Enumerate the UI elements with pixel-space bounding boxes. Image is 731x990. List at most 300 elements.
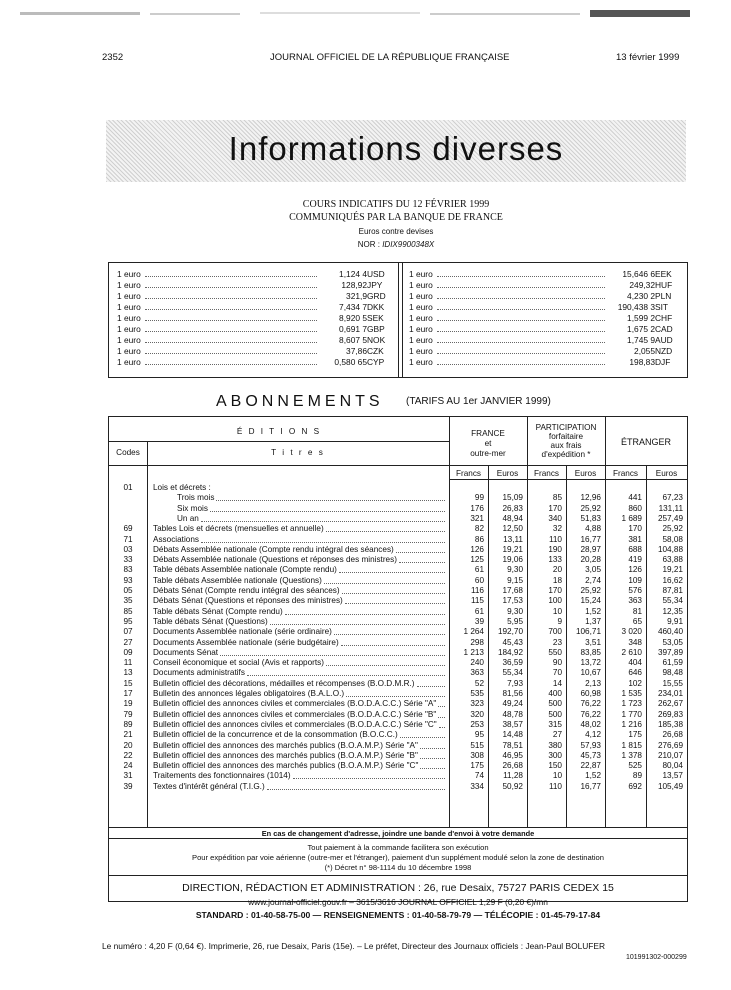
rate-value: 1,675 2 bbox=[627, 324, 655, 334]
price-cell: 20 bbox=[552, 565, 562, 575]
rate-unit: 1 euro bbox=[409, 335, 433, 345]
price-cell: 48,94 bbox=[502, 513, 523, 523]
row-code: 21 bbox=[123, 730, 133, 740]
row-code: 19 bbox=[123, 699, 133, 709]
currency-code: DKK bbox=[367, 302, 385, 312]
price-cell: 109 bbox=[628, 575, 642, 585]
price-cell: 381 bbox=[628, 534, 642, 544]
table-row bbox=[109, 493, 687, 503]
journal-title: JOURNAL OFFICIEL DE LA RÉPUBLIQUE FRANÇAISE bbox=[270, 52, 510, 63]
nor-value: IDIX9900348X bbox=[382, 240, 435, 249]
price-cell: 125 bbox=[470, 555, 484, 565]
price-cell: 9,91 bbox=[667, 616, 683, 626]
price-cell: 700 bbox=[548, 627, 562, 637]
row-code: 03 bbox=[123, 544, 133, 554]
rate-value: 8,607 5 bbox=[339, 335, 367, 345]
price-cell: 67,23 bbox=[662, 493, 683, 503]
price-cell: 61,59 bbox=[662, 658, 683, 668]
price-cell: 175 bbox=[470, 761, 484, 771]
rate-row bbox=[409, 302, 675, 313]
price-cell: 45,73 bbox=[580, 750, 601, 760]
table-row bbox=[109, 607, 687, 617]
leader-dots bbox=[145, 298, 317, 299]
price-cell: 83,85 bbox=[580, 647, 601, 657]
rate-value: 37,86 bbox=[346, 346, 367, 356]
table-row bbox=[109, 679, 687, 689]
table-row bbox=[109, 658, 687, 668]
price-cell: 4,12 bbox=[585, 730, 601, 740]
price-cell: 39 bbox=[474, 616, 484, 626]
table-row bbox=[109, 638, 687, 648]
price-cell: 105,49 bbox=[657, 781, 683, 791]
rate-value: 7,434 7 bbox=[339, 302, 367, 312]
price-cell: 13,72 bbox=[580, 658, 601, 668]
footer-imprint: Le numéro : 4,20 F (0,64 €). Imprimerie, 26, rue Desaix, Paris (15e). – Le préfet, Directeur des Journaux officiels : Jean-Paul BOLUFER bbox=[102, 941, 606, 951]
row-code: 09 bbox=[123, 647, 133, 657]
price-cell: 192,70 bbox=[497, 627, 523, 637]
rate-row bbox=[117, 357, 387, 368]
currency-code: JPY bbox=[367, 280, 383, 290]
table-row bbox=[109, 483, 687, 493]
price-cell: 348 bbox=[628, 637, 642, 647]
price-cell: 48,78 bbox=[502, 709, 523, 719]
table-row bbox=[109, 771, 687, 781]
price-cell: 110 bbox=[548, 781, 562, 791]
price-cell: 525 bbox=[628, 761, 642, 771]
section-title: Informations diverses bbox=[228, 130, 564, 167]
leader-dots bbox=[201, 542, 445, 543]
participation-header: PARTICIPATION forfaitaire aux frais d'expédition * bbox=[535, 423, 597, 459]
price-cell: 53,05 bbox=[662, 637, 683, 647]
row-code: 07 bbox=[123, 627, 133, 637]
rate-row bbox=[117, 291, 387, 302]
row-title: Associations bbox=[153, 534, 199, 544]
rate-value: 0,580 65 bbox=[334, 357, 367, 367]
row-title: Tables Lois et décrets (mensuelles et annuelle) bbox=[153, 524, 324, 534]
price-cell: 14,48 bbox=[502, 730, 523, 740]
price-cell: 13,57 bbox=[662, 771, 683, 781]
leader-dots bbox=[145, 353, 317, 354]
rate-value: 1,745 9 bbox=[627, 335, 655, 345]
cours-line1: COURS INDICATIFS DU 12 FÉVRIER 1999 bbox=[302, 199, 490, 210]
price-cell: 397,89 bbox=[657, 647, 683, 657]
leader-dots bbox=[439, 727, 445, 728]
leader-dots bbox=[420, 748, 445, 749]
leader-dots bbox=[326, 665, 445, 666]
price-cell: 400 bbox=[548, 689, 562, 698]
price-cell: 11,28 bbox=[503, 771, 523, 781]
row-title: Bulletin officiel des annonces civiles et commerciales (B.O.D.A.C.C.) Série "B" bbox=[153, 709, 437, 719]
rate-value: 198,83 bbox=[629, 357, 655, 367]
row-code: 22 bbox=[123, 750, 133, 760]
price-cell: 89 bbox=[632, 771, 642, 781]
price-cell: 441 bbox=[628, 493, 642, 503]
leader-dots bbox=[267, 789, 445, 790]
rate-row bbox=[117, 269, 387, 280]
price-cell: 14 bbox=[552, 678, 562, 688]
leader-dots bbox=[400, 737, 445, 738]
price-cell: 334 bbox=[470, 781, 484, 791]
price-cell: 170 bbox=[548, 586, 562, 595]
price-cell: 170 bbox=[628, 524, 642, 534]
price-cell: 210,07 bbox=[657, 750, 683, 760]
row-title: Trois mois bbox=[177, 493, 215, 503]
rate-unit: 1 euro bbox=[117, 335, 141, 345]
price-cell: 20,28 bbox=[580, 555, 601, 565]
currency-code: DJF bbox=[655, 357, 671, 367]
price-cell: 380 bbox=[548, 740, 562, 750]
row-title: Traitements des fonctionnaires (1014) bbox=[153, 771, 291, 781]
euros-header: Euros bbox=[496, 469, 519, 478]
price-cell: 3 020 bbox=[621, 627, 642, 637]
table-row bbox=[109, 782, 687, 792]
price-cell: 9,30 bbox=[507, 565, 523, 575]
price-cell: 102 bbox=[628, 678, 642, 688]
row-code: 17 bbox=[123, 689, 133, 698]
row-code: 95 bbox=[123, 616, 133, 626]
price-cell: 1 378 bbox=[621, 750, 642, 760]
row-code: 89 bbox=[123, 719, 133, 729]
price-cell: 860 bbox=[628, 503, 642, 513]
codes-header: Codes bbox=[116, 448, 140, 457]
leader-dots bbox=[437, 320, 605, 321]
table-row bbox=[109, 741, 687, 751]
price-cell: 10 bbox=[552, 771, 562, 781]
price-cell: 175 bbox=[628, 730, 642, 740]
price-cell: 1 689 bbox=[621, 513, 642, 523]
row-title: Bulletin officiel des annonces des marchés publics (B.O.A.M.P.) Série "A" bbox=[153, 740, 418, 750]
row-title: Lois et décrets : bbox=[153, 483, 211, 492]
price-cell: 18 bbox=[552, 575, 562, 585]
row-code: 24 bbox=[123, 761, 133, 771]
price-cell: 13,11 bbox=[503, 534, 523, 544]
leader-dots bbox=[345, 603, 445, 604]
leader-dots bbox=[145, 331, 317, 332]
euros-header: Euros bbox=[655, 469, 678, 478]
rate-value: 128,92 bbox=[341, 280, 367, 290]
leader-dots bbox=[399, 562, 445, 563]
price-cell: 10 bbox=[552, 606, 562, 616]
price-cell: 16,77 bbox=[580, 534, 601, 544]
editions-header: É D I T I O N S bbox=[236, 427, 322, 436]
price-cell: 100 bbox=[548, 596, 562, 606]
price-cell: 38,57 bbox=[502, 719, 523, 729]
price-cell: 15,09 bbox=[502, 493, 523, 503]
price-cell: 170 bbox=[548, 503, 562, 513]
price-cell: 276,69 bbox=[657, 740, 683, 750]
abonnements-subtitle: (TARIFS AU 1er JANVIER 1999) bbox=[406, 396, 551, 407]
price-cell: 16,62 bbox=[662, 575, 683, 585]
francs-header: Francs bbox=[612, 469, 639, 478]
row-title: Documents Assemblée nationale (série ordinaire) bbox=[153, 627, 332, 637]
currency-code: HUF bbox=[655, 280, 673, 290]
rates-right-column bbox=[409, 269, 675, 368]
exchange-rates-box bbox=[108, 262, 688, 378]
leader-dots bbox=[145, 309, 317, 310]
price-cell: 404 bbox=[628, 658, 642, 668]
price-cell: 321 bbox=[470, 513, 484, 523]
price-cell: 110 bbox=[548, 534, 562, 544]
price-cell: 646 bbox=[628, 668, 642, 678]
rate-row bbox=[409, 291, 675, 302]
row-title: Un an bbox=[177, 513, 199, 523]
price-cell: 55,34 bbox=[662, 596, 683, 606]
leader-dots bbox=[438, 706, 445, 707]
price-cell: 5,95 bbox=[507, 616, 523, 626]
price-cell: 25,92 bbox=[662, 524, 683, 534]
table-row bbox=[109, 668, 687, 678]
leader-dots bbox=[326, 531, 445, 532]
price-cell: 28,97 bbox=[580, 544, 601, 554]
rate-unit: 1 euro bbox=[409, 346, 433, 356]
rate-row bbox=[409, 269, 675, 280]
row-code: 85 bbox=[123, 606, 133, 616]
leader-dots bbox=[247, 675, 445, 676]
row-title: Documents Sénat bbox=[153, 647, 219, 657]
price-cell: 315 bbox=[548, 719, 562, 729]
price-cell: 82 bbox=[474, 524, 484, 534]
price-cell: 253 bbox=[470, 719, 484, 729]
decree-note: (*) Décret n° 98-1114 du 10 décembre 1998 bbox=[324, 863, 472, 872]
currency-code: CYP bbox=[367, 357, 385, 367]
price-cell: 1,52 bbox=[585, 771, 601, 781]
currency-code: NZD bbox=[655, 346, 673, 356]
table-row bbox=[109, 617, 687, 627]
table-row bbox=[109, 730, 687, 740]
price-cell: 300 bbox=[548, 750, 562, 760]
price-cell: 234,01 bbox=[657, 689, 683, 698]
price-cell: 26,68 bbox=[502, 761, 523, 771]
row-code: 35 bbox=[123, 596, 133, 606]
price-cell: 176 bbox=[470, 503, 484, 513]
price-cell: 60 bbox=[474, 575, 484, 585]
price-cell: 133 bbox=[548, 555, 562, 565]
price-cell: 51,83 bbox=[580, 513, 601, 523]
leader-dots bbox=[201, 521, 445, 522]
row-title: Documents administratifs bbox=[153, 668, 245, 678]
leader-dots bbox=[341, 645, 445, 646]
price-cell: 262,67 bbox=[657, 699, 683, 709]
contact-numbers: STANDARD : 01-40-58-75-00 — RENSEIGNEMENTS : 01-40-58-79-79 — TÉLÉCOPIE : 01-45-79-17-84 bbox=[195, 910, 601, 920]
price-cell: 576 bbox=[628, 586, 642, 595]
rate-row bbox=[409, 280, 675, 291]
leader-dots bbox=[339, 572, 445, 573]
footer-reference: 101991302-000299 bbox=[626, 954, 687, 961]
price-cell: 104,88 bbox=[657, 544, 683, 554]
leader-dots bbox=[145, 276, 317, 277]
table-row bbox=[109, 710, 687, 720]
rate-row bbox=[117, 346, 387, 357]
etranger-header: ÉTRANGER bbox=[620, 437, 671, 447]
price-cell: 9 bbox=[557, 616, 562, 626]
row-title: Débats Sénat (Questions et réponses des ministres) bbox=[153, 596, 343, 606]
rate-unit: 1 euro bbox=[409, 291, 433, 301]
table-row bbox=[109, 555, 687, 565]
price-cell: 515 bbox=[470, 740, 484, 750]
price-cell: 150 bbox=[548, 761, 562, 771]
price-cell: 1 216 bbox=[621, 719, 642, 729]
table-row bbox=[109, 535, 687, 545]
table-row bbox=[109, 565, 687, 575]
price-cell: 9,15 bbox=[507, 575, 523, 585]
price-cell: 1 213 bbox=[463, 647, 484, 657]
rate-unit: 1 euro bbox=[409, 324, 433, 334]
price-cell: 85 bbox=[552, 493, 562, 503]
price-cell: 87,81 bbox=[662, 586, 683, 595]
price-cell: 1 535 bbox=[621, 689, 642, 698]
leader-dots bbox=[346, 696, 445, 697]
price-cell: 12,50 bbox=[502, 524, 523, 534]
price-cell: 12,96 bbox=[580, 493, 601, 503]
price-cell: 48,02 bbox=[580, 719, 601, 729]
price-cell: 65 bbox=[632, 616, 642, 626]
leader-dots bbox=[293, 778, 445, 779]
table-row bbox=[109, 596, 687, 606]
row-code: 83 bbox=[123, 565, 133, 575]
price-cell: 363 bbox=[470, 668, 484, 678]
leader-dots bbox=[210, 511, 445, 512]
price-cell: 36,59 bbox=[502, 658, 523, 668]
row-title: Bulletin officiel des annonces civiles et commerciales (B.O.D.A.C.C.) Série "A" bbox=[153, 699, 437, 709]
rate-unit: 1 euro bbox=[409, 269, 433, 279]
row-title: Table débats Assemblée nationale (Questions) bbox=[153, 575, 322, 585]
price-cell: 131,11 bbox=[658, 503, 683, 513]
rate-value: 15,646 6 bbox=[622, 269, 655, 279]
price-cell: 3,05 bbox=[585, 565, 601, 575]
price-cell: 15,55 bbox=[662, 678, 683, 688]
price-cell: 19,21 bbox=[662, 565, 683, 575]
rate-row bbox=[409, 324, 675, 335]
section-banner bbox=[106, 120, 686, 182]
row-code: 05 bbox=[123, 586, 133, 595]
price-cell: 95 bbox=[474, 730, 484, 740]
row-title: Bulletin officiel des annonces civiles et commerciales (B.O.D.A.C.C.) Série "C" bbox=[153, 719, 437, 729]
leader-dots bbox=[145, 364, 317, 365]
price-cell: 78,51 bbox=[502, 740, 523, 750]
price-cell: 27 bbox=[552, 730, 562, 740]
rate-value: 8,920 5 bbox=[339, 313, 367, 323]
price-cell: 26,83 bbox=[502, 503, 523, 513]
air-shipping-note: Pour expédition par voie aérienne (outre-mer et l'étranger), paiement d'un supplément modulé selon la zone de destination bbox=[192, 853, 604, 862]
rate-unit: 1 euro bbox=[117, 302, 141, 312]
price-cell: 2,13 bbox=[585, 678, 601, 688]
row-title: Bulletin officiel de la concurrence et de la consommation (B.O.C.C.) bbox=[153, 730, 398, 740]
price-cell: 9,30 bbox=[507, 606, 523, 616]
rate-row bbox=[409, 357, 675, 368]
leader-dots bbox=[417, 686, 445, 687]
leader-dots bbox=[216, 500, 445, 501]
leader-dots bbox=[342, 593, 445, 594]
price-cell: 323 bbox=[470, 699, 484, 709]
page-number: 2352 bbox=[102, 52, 124, 63]
price-cell: 74 bbox=[474, 771, 484, 781]
price-cell: 257,49 bbox=[657, 513, 683, 523]
price-cell: 550 bbox=[548, 647, 562, 657]
table-row bbox=[109, 504, 687, 514]
rate-value: 4,230 2 bbox=[627, 291, 655, 301]
france-header: FRANCE et outre-mer bbox=[470, 429, 506, 458]
price-cell: 460,40 bbox=[657, 627, 683, 637]
rate-value: 2,055 bbox=[634, 346, 655, 356]
currency-code: NOK bbox=[367, 335, 386, 345]
currency-code: USD bbox=[367, 269, 385, 279]
rate-unit: 1 euro bbox=[117, 269, 141, 279]
currency-code: AUD bbox=[655, 335, 673, 345]
price-cell: 7,93 bbox=[507, 678, 523, 688]
website-line: www.journal-officiel.gouv.fr – 3615/3616 JOURNAL OFFICIEL 1,29 F (0,20 €)/mn bbox=[248, 897, 548, 907]
price-cell: 688 bbox=[628, 544, 642, 554]
rate-row bbox=[117, 280, 387, 291]
price-cell: 126 bbox=[470, 544, 484, 554]
price-cell: 60,98 bbox=[580, 689, 601, 698]
price-cell: 1 723 bbox=[621, 699, 642, 709]
row-code: 20 bbox=[123, 740, 133, 750]
row-title: Conseil économique et social (Avis et rapports) bbox=[153, 658, 324, 668]
rate-row bbox=[117, 302, 387, 313]
price-cell: 4,88 bbox=[585, 524, 601, 534]
francs-header: Francs bbox=[455, 469, 482, 478]
row-code: 15 bbox=[123, 678, 133, 688]
price-cell: 58,08 bbox=[662, 534, 683, 544]
row-title: Textes d'intérêt général (T.I.G.) bbox=[153, 781, 265, 791]
price-cell: 2 610 bbox=[621, 647, 642, 657]
row-title: Documents Assemblée nationale (série budgétaire) bbox=[153, 637, 339, 647]
leader-dots bbox=[437, 353, 605, 354]
price-cell: 363 bbox=[628, 596, 642, 606]
price-cell: 190 bbox=[548, 544, 562, 554]
table-row bbox=[109, 689, 687, 699]
table-row bbox=[109, 699, 687, 709]
row-title: Table débats Sénat (Questions) bbox=[153, 616, 268, 626]
price-cell: 15,24 bbox=[580, 596, 601, 606]
row-title: Bulletin officiel des décorations, médailles et récompenses (B.O.D.M.R.) bbox=[153, 678, 415, 688]
price-cell: 25,92 bbox=[580, 586, 601, 595]
row-code: 69 bbox=[123, 524, 133, 534]
price-cell: 340 bbox=[548, 513, 562, 523]
price-cell: 52 bbox=[474, 678, 484, 688]
leader-dots bbox=[420, 758, 445, 759]
direction-address: DIRECTION, RÉDACTION ET ADMINISTRATION : 26, rue Desaix, 75727 PARIS CEDEX 15 bbox=[182, 882, 614, 894]
price-cell: 692 bbox=[628, 781, 642, 791]
rate-row bbox=[409, 313, 675, 324]
leader-dots bbox=[145, 342, 317, 343]
rates-left-column bbox=[117, 269, 387, 368]
price-cell: 80,04 bbox=[662, 761, 683, 771]
row-code: 71 bbox=[123, 534, 133, 544]
currency-code: CZK bbox=[367, 346, 384, 356]
table-row bbox=[109, 648, 687, 658]
price-cell: 2,74 bbox=[585, 575, 601, 585]
titres-header: T i t r e s bbox=[271, 448, 325, 457]
price-cell: 419 bbox=[628, 555, 642, 565]
rate-value: 249,32 bbox=[629, 280, 655, 290]
price-cell: 55,34 bbox=[502, 668, 523, 678]
price-cell: 12,35 bbox=[662, 606, 683, 616]
cours-line3: Euros contre devises bbox=[358, 227, 434, 236]
leader-dots bbox=[437, 298, 605, 299]
price-cell: 240 bbox=[470, 658, 484, 668]
leader-dots bbox=[145, 320, 317, 321]
table-row bbox=[109, 586, 687, 596]
rate-unit: 1 euro bbox=[117, 357, 141, 367]
leader-dots bbox=[285, 614, 445, 615]
price-cell: 19,06 bbox=[502, 555, 523, 565]
price-cell: 1 770 bbox=[621, 709, 642, 719]
cours-line2: COMMUNIQUÉS PAR LA BANQUE DE FRANCE bbox=[289, 212, 503, 223]
table-row bbox=[109, 751, 687, 761]
price-cell: 81,56 bbox=[502, 689, 523, 698]
price-cell: 535 bbox=[470, 689, 484, 698]
